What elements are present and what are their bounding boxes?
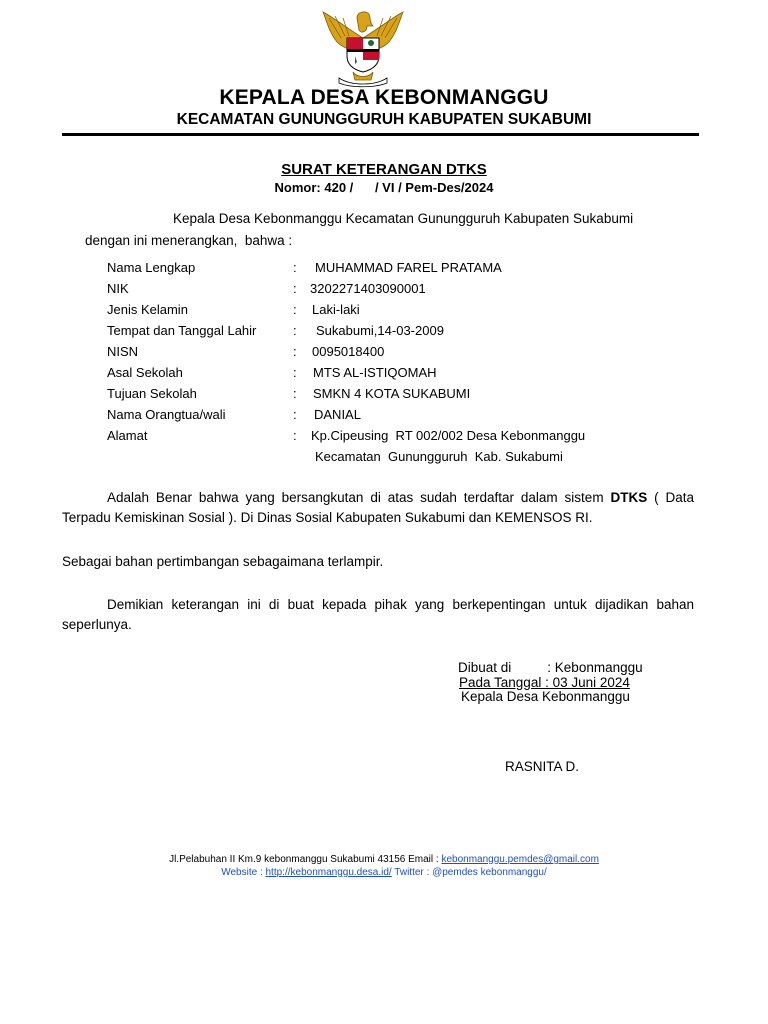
footer-email-link[interactable]: kebonmanggu.pemdes@gmail.com — [441, 854, 599, 865]
field-label: Nama Orangtua/wali — [107, 407, 226, 422]
nomor-value: : 420 / / VI / Pem-Des/2024 — [316, 180, 494, 195]
field-label: NIK — [107, 281, 129, 296]
footer-web — [0, 867, 768, 878]
field-colon: : — [293, 323, 297, 338]
address-line-2: Kecamatan Gunungguruh Kab. Sukabumi — [315, 449, 563, 464]
field-value: 0095018400 — [312, 344, 385, 359]
paragraph-statement — [62, 488, 694, 528]
field-value: MUHAMMAD FAREL PRATAMA — [315, 260, 502, 275]
field-value: DANIAL — [314, 407, 361, 422]
footer-address-text: Jl.Pelabuhan II Km.9 kebonmanggu Sukabumi 43156 Email : — [169, 854, 442, 865]
footer-website-label: Website : — [221, 867, 266, 878]
dibuat-value: : Kebonmanggu — [547, 660, 643, 675]
field-label: NISN — [107, 344, 139, 359]
letterhead-divider — [62, 133, 699, 136]
field-colon: : — [293, 428, 297, 443]
field-label: Tempat dan Tanggal Lahir — [107, 323, 257, 338]
field-value: Sukabumi,14-03-2009 — [316, 323, 444, 338]
field-value: Kp.Cipeusing RT 002/002 Desa Kebonmanggu — [311, 428, 586, 443]
field-colon: : — [293, 344, 297, 359]
signature-place — [458, 660, 643, 675]
field-value: MTS AL-ISTIQOMAH — [313, 365, 437, 380]
letter-number — [0, 180, 768, 195]
field-colon: : — [293, 407, 297, 422]
statement-rest: ( Data Terpadu Kemiskinan Sosial ). Di Dinas Sosial Kabupaten Sukabumi dan KEMENSOS RI. — [62, 490, 694, 525]
field-colon: : — [293, 260, 297, 275]
statement-dtks: DTKS — [610, 490, 648, 505]
letter-title: SURAT KETERANGAN DTKS — [281, 161, 487, 178]
footer-address — [0, 854, 768, 865]
signature-date: Pada Tanggal : 03 Juni 2024 — [459, 675, 630, 690]
field-colon: : — [293, 365, 297, 380]
signatory-name: RASNITA D. — [505, 759, 580, 774]
opening-line-2: dengan ini menerangkan, bahwa : — [85, 233, 293, 248]
field-label: Jenis Kelamin — [107, 302, 188, 317]
opening-line-1: Kepala Desa Kebonmanggu Kecamatan Gunungguruh Kabupaten Sukabumi — [173, 211, 634, 226]
paragraph-closing: Demikian keterangan ini di buat kepada pihak yang berkepentingan untuk dijadikan bahan seperlunya. — [62, 597, 694, 632]
nomor-label: Nomor — [274, 180, 317, 195]
field-label: Tujuan Sekolah — [107, 386, 197, 401]
paragraph-consideration: Sebagai bahan pertimbangan sebagaimana terlampir. — [62, 554, 384, 569]
field-value: 3202271403090001 — [310, 281, 426, 296]
field-value: Laki-laki — [312, 302, 360, 317]
statement-text: Adalah Benar bahwa yang bersangkutan di atas sudah terdaftar dalam sistem — [107, 490, 604, 505]
footer-website-link[interactable]: http://kebonmanggu.desa.id/ — [265, 867, 392, 878]
dibuat-label: Dibuat di — [458, 660, 512, 675]
field-colon: : — [293, 302, 297, 317]
field-value: SMKN 4 KOTA SUKABUMI — [313, 386, 471, 401]
garuda-emblem-icon — [317, 8, 409, 88]
letterhead-subtitle: KECAMATAN GUNUNGGURUH KABUPATEN SUKABUMI — [176, 111, 592, 128]
signature-position: Kepala Desa Kebonmanggu — [461, 689, 630, 704]
field-label: Asal Sekolah — [107, 365, 183, 380]
field-colon: : — [293, 281, 297, 296]
footer-twitter: Twitter : @pemdes kebonmanggu/ — [391, 867, 547, 878]
field-label: Nama Lengkap — [107, 260, 196, 275]
letterhead-title: KEPALA DESA KEBONMANGGU — [219, 86, 549, 109]
field-colon: : — [293, 386, 297, 401]
field-label: Alamat — [107, 428, 148, 443]
